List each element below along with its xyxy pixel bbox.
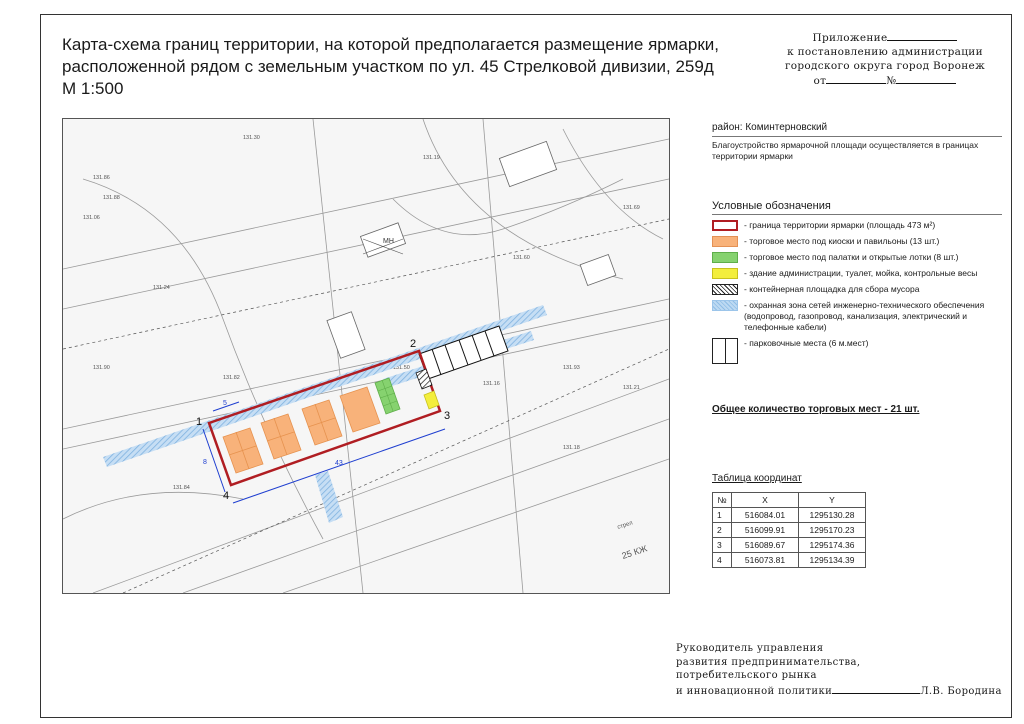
coords-cell: 3 [713,538,732,553]
signature-block [676,642,1002,698]
spot-height: 131.82 [223,375,240,381]
legend-title: Условные обозначения [712,200,1002,215]
improvement-note: Благоустройство ярмарочной площади осуществляется в границах территории ярмарки [712,136,1002,162]
coords-cell: 516099.91 [732,523,799,538]
legend-item-tent [712,252,1002,263]
admin-swatch [712,268,738,279]
point-label: 1 [196,416,203,428]
dim-label-a: 5 [223,400,227,407]
legend-label: - здание администрации, туалет, мойка, контрольные весы [744,268,978,278]
legend-label: - граница территории ярмарки (площадь 473 м²) [744,220,936,230]
signature-blank [832,683,920,694]
signature-line-2: развития предпринимательства, [676,656,861,668]
tent-swatch [712,252,738,263]
coords-title: Таблица координат [712,473,802,484]
spot-height: 131.86 [93,175,110,181]
spot-height: 131.60 [513,255,530,261]
coords-cell: 516084.01 [732,508,799,523]
spot-height: 131.16 [483,381,500,387]
coords-cell: 1295134.39 [799,553,866,568]
coords-header-row [713,493,866,508]
coords-cell: 1295170.23 [799,523,866,538]
legend-item-parking [712,338,1002,364]
legend-label: - торговое место под киоски и павильоны (13 шт.) [744,236,940,246]
signature-line-3: потребительского рынка [676,670,817,681]
legend-item-boundary [712,220,1002,231]
total-places: Общее количество торговых мест - 21 шт. [712,404,920,415]
point-label: 3 [444,410,451,422]
zone-swatch [712,300,738,311]
spot-height: 131.24 [153,285,170,291]
legend-label: - охранная зона сетей инженерно-технического обеспечения (водопровод, газопровод, канализация, электрический и телефонные кабели) [744,300,985,332]
spot-height: 131.84 [173,485,190,491]
coords-cell: 516073.81 [732,553,799,568]
table-row [713,523,866,538]
map-label-mn: МН [383,238,394,245]
appendix-line-2: к постановлению администрации [787,46,983,58]
coords-header: Y [799,493,866,508]
appendix-no: № [886,75,897,87]
appendix-line-1: Приложение [812,32,888,44]
table-row [713,553,866,568]
spot-height: 131.21 [623,385,640,391]
coords-cell: 2 [713,523,732,538]
legend-item-kiosk [712,236,1002,247]
dim-label-b: 8 [203,459,207,466]
parking-swatch [712,338,738,364]
coords-cell: 1295130.28 [799,508,866,523]
legend-item-container [712,284,1002,295]
legend-item-admin [712,268,1002,279]
point-label: 2 [410,338,417,350]
map-label-road: 25 КЖ [620,543,649,561]
legend-label: - торговое место под палатки и открытые лотки (8 шт.) [744,252,959,262]
coords-cell: 1295174.36 [799,538,866,553]
appendix-date-blank [826,73,886,84]
spot-height: 131.88 [103,195,120,201]
site-map [62,118,670,594]
coords-cell: 4 [713,553,732,568]
title-line-1: Карта-схема границ территории, на которой предполагается размещение ярмарки, [62,35,719,54]
map-title [62,34,762,100]
spot-height: 131.18 [563,445,580,451]
table-row [713,538,866,553]
point-label: 4 [223,490,230,502]
appendix-from: от [813,75,827,87]
site-map-drawing [63,119,669,593]
table-row [713,508,866,523]
signature-name: Л.В. Бородина [920,685,1002,697]
title-scale: М 1:500 [62,79,124,98]
appendix-line-3: городского округа город Воронеж [784,60,986,72]
dim-label-c: 43 [335,460,343,467]
spot-height: 131.50 [393,365,410,371]
appendix-block [770,30,1000,88]
legend-label: - парковочные места (6 м.мест) [744,338,869,348]
map-label-street: стрел [616,520,634,531]
spot-height: 131.93 [563,365,580,371]
legend-label: - контейнерная площадка для сбора мусора [744,284,920,294]
spot-height: 131.06 [83,215,100,221]
kiosk-swatch [712,236,738,247]
spot-height: 131.30 [243,135,260,141]
title-line-2: расположенной рядом с земельным участком по ул. 45 Стрелковой дивизии, 259д [62,57,714,76]
appendix-no-blank [896,73,956,84]
coords-cell: 516089.67 [732,538,799,553]
coords-header: X [732,493,799,508]
spot-height: 131.69 [623,205,640,211]
spot-height: 131.19 [423,155,440,161]
legend-panel [712,118,1002,568]
coords-table [712,492,866,568]
coords-header: № [713,493,732,508]
signature-line-4: и инновационной политики [676,685,833,697]
spot-height: 131.90 [93,365,110,371]
coords-cell: 1 [713,508,732,523]
boundary-swatch [712,220,738,231]
legend-item-zone [712,300,1002,333]
signature-line-1: Руководитель управления [676,643,824,654]
appendix-number-blank [887,30,957,41]
district-label: район: Коминтерновский [712,122,828,133]
container-swatch [712,284,738,295]
